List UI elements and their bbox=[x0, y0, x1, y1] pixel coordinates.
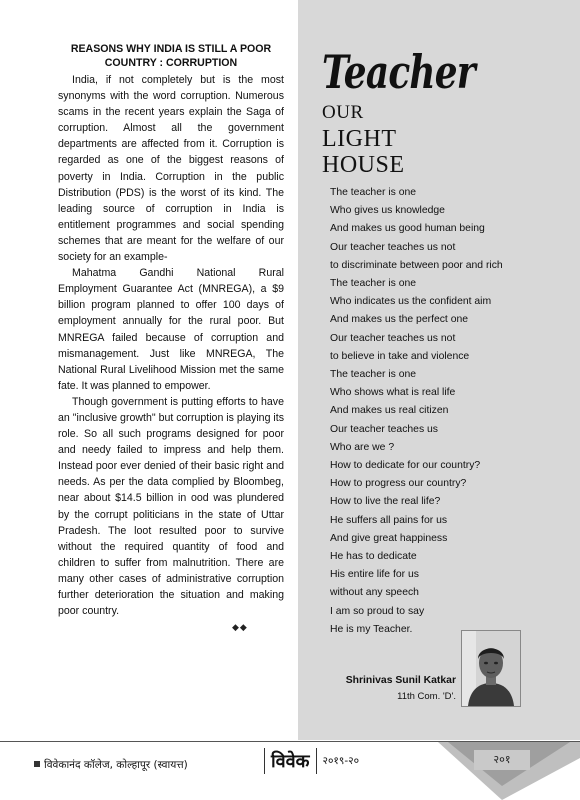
poem-line: without any speech bbox=[330, 587, 419, 599]
footer-bar-left bbox=[264, 748, 265, 774]
poem-title: Teacher bbox=[322, 45, 475, 99]
poem-line: He is my Teacher. bbox=[330, 623, 413, 635]
footer-college bbox=[34, 758, 188, 772]
poem-line: How to dedicate for our country? bbox=[330, 460, 481, 472]
poem-subtitle-line2: LIGHT bbox=[322, 126, 397, 152]
footer-college-text: विवेकानंद कॉलेज, कोल्हापूर (स्वायत्त) bbox=[44, 759, 188, 771]
poem-line: Who gives us knowledge bbox=[330, 205, 445, 217]
poem-line: And makes us real citizen bbox=[330, 405, 449, 417]
poem-subtitle-line3: HOUSE bbox=[322, 152, 405, 178]
poem-line: to believe in take and violence bbox=[330, 350, 470, 362]
magazine-year: २०१९-२० bbox=[322, 755, 360, 767]
poem-line: How to live the real life? bbox=[330, 496, 441, 508]
poem-line: Who shows what is real life bbox=[330, 387, 456, 399]
page-footer bbox=[0, 742, 580, 800]
square-bullet-icon bbox=[34, 761, 40, 767]
poem-line: His entire life for us bbox=[330, 569, 419, 581]
poem-line: And makes us the perfect one bbox=[330, 314, 469, 326]
poem-line: Who indicates us the confident aim bbox=[330, 296, 492, 308]
poem-line: Who are we ? bbox=[330, 441, 395, 453]
author-portrait-icon bbox=[462, 631, 520, 706]
poem-line: Our teacher teaches us not bbox=[330, 332, 456, 344]
poem-line: And give great happiness bbox=[330, 532, 448, 544]
poem-line: How to progress our country? bbox=[330, 478, 467, 490]
poem-line: The teacher is one bbox=[330, 278, 417, 290]
article-column bbox=[58, 42, 284, 619]
poem-line: The teacher is one bbox=[330, 187, 417, 198]
poem-line: to discriminate between poor and rich bbox=[330, 259, 503, 271]
article-paragraph-2: Mahatma Gandhi National Rural Employment Guarantee Act (MNREGA), a $9 billion program planned to offer 100 days of employment annually for the rural poor. But MNREGA failed because of corruption and mismanagement. Just like MNREGA, The National Rural Livelihood Mission met the same fate. It was planned to empower. bbox=[58, 267, 284, 392]
article-paragraph-3: Though government is putting efforts to have an "inclusive growth" but corruption is playing its role. So all such programs designed for poor and needy failed to impress and help them. Instead poor ever denied of their basic right and needs. As per the data complied by Bloombeg, near about $14.5 billion in ood was plundered by the corrupt politicians in the state of Uttar Pradesh. The loot resulted poor to survive without the required quantity of food and children to suffer from malnutrition. There are many other cases of administrative corruption further deterioration the situation and making poor country. bbox=[58, 395, 284, 618]
poem-subtitle-line1: OUR bbox=[322, 102, 364, 123]
poem-line: I am so proud to say bbox=[330, 605, 425, 617]
article-title-line1: REASONS WHY INDIA IS STILL A POOR bbox=[70, 43, 272, 55]
poem-line: The teacher is one bbox=[330, 369, 417, 381]
author-name: Shrinivas Sunil Katkar bbox=[345, 675, 456, 686]
author-class: 11th Com. 'D'. bbox=[397, 691, 456, 702]
article-title bbox=[58, 42, 284, 70]
poem-line: He suffers all pains for us bbox=[330, 514, 448, 526]
footer-bar-right bbox=[316, 748, 317, 774]
poem-subtitle bbox=[322, 100, 518, 178]
page-number: २०१ bbox=[474, 750, 530, 770]
poem-line: He has to dedicate bbox=[330, 551, 417, 563]
poem-line: Our teacher teaches us not bbox=[330, 241, 456, 253]
article-end-mark: ◆◆ bbox=[232, 622, 248, 632]
poem-body bbox=[330, 184, 503, 639]
article-paragraph-1: India, if not completely but is the most synonyms with the word corruption. Numerous scams in the recent years explain the Saga of corruption. Almost all the government departments are affected from it. Corruption is regarded as one of the biggest reasons of poverty in India. Corruption in the public Distribution (PDS) is the worst of its kind. The leading source of corruption in India is entitlement programmes and social spending schemes that are meant for the welfare of our society for an example- bbox=[58, 74, 284, 264]
magazine-name: विवेक bbox=[271, 751, 310, 772]
poem-heading bbox=[322, 46, 518, 178]
article-title-line2: COUNTRY : CORRUPTION bbox=[104, 57, 238, 69]
poem-line: And makes us good human being bbox=[330, 223, 485, 235]
footer-magazine bbox=[258, 748, 359, 774]
author-photo bbox=[461, 630, 521, 707]
poem-author bbox=[300, 673, 456, 705]
poem-line: Our teacher teaches us bbox=[330, 423, 439, 435]
